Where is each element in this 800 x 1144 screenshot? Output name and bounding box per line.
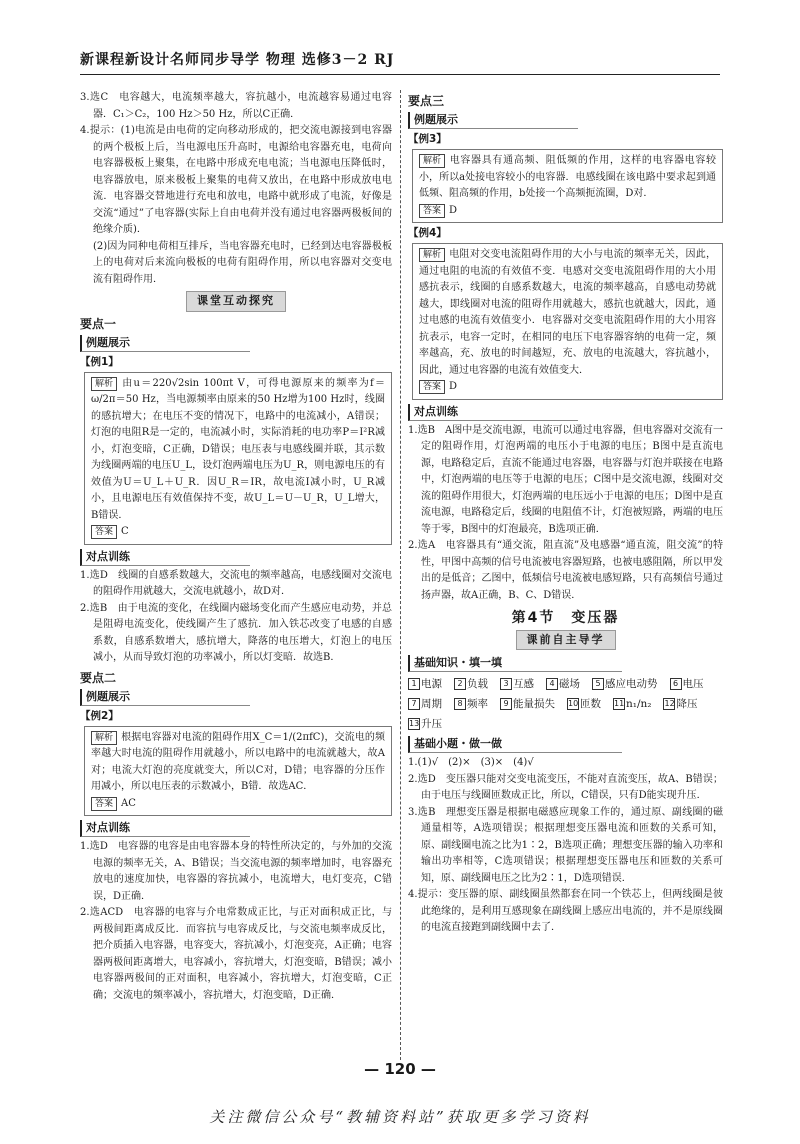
fill-number: 2 xyxy=(454,678,466,690)
subheading-row xyxy=(408,653,723,674)
subheading: 例题展示 xyxy=(80,335,250,352)
fill-item xyxy=(500,674,534,694)
solution-line xyxy=(91,796,385,813)
solution-line xyxy=(419,379,716,396)
answer-paragraph: 3.选B 理想变压器是根据电磁感应现象工作的，通过原、副线圈的磁通量相等，A选项错误；根据理想变压器电流和匝数的关系可知，原、副线圈电流之比为1∶2，B选项正确；理想变压器的输入功率和输出功率相等，C选项错误；根据理想变压器电压和匝数的关系可知，原、副线圈电压之比为2∶1，D选项错误． xyxy=(408,806,723,884)
subheading-row xyxy=(80,333,392,354)
fill-answer: n₁/n₂ xyxy=(626,698,652,710)
answer-paragraph: 3.选C 电容越大，电流频率越大，容抗越小，电流越容易通过电容器．C₁＞C₂，100 Hz＞50 Hz，所以C正确． xyxy=(80,92,392,120)
fill-item xyxy=(592,674,658,694)
fill-item xyxy=(663,694,697,714)
solution-text: AC xyxy=(121,797,136,809)
section-title: 第4节 变压器 xyxy=(511,610,620,626)
fill-item xyxy=(567,694,601,714)
banner-text: 课堂互动探究 xyxy=(186,291,286,312)
fill-number: 4 xyxy=(546,678,558,690)
answer-paragraph: 1.选B A图中是交流电源，电流可以通过电容器，但电容器对交流有一定的阻碍作用，灯泡两端的电压小于电源的电压；B图中是直流电源，电路稳定后，直流不能通过电容器，电容器与灯泡并联接在电路中，灯泡两端的电压等于电源的电压；C图中是交流电源，线圈对交流的阻碍作用很大，灯泡两端的电压远小于电源的电压；D图中是直流电源，电路稳定后，线圈的电阻值不计，灯泡被短路，两端的电压等于零，B图中的灯泡最亮，B选项正确． xyxy=(408,424,723,535)
fill-number: 11 xyxy=(614,699,625,708)
fill-answer: 电源 xyxy=(421,678,442,690)
fill-answer: 降压 xyxy=(676,698,698,710)
banner-text: 课前自主导学 xyxy=(516,630,616,651)
subheading: 对点训练 xyxy=(408,404,578,421)
answer-paragraph: 4.提示：变压器的原、副线圈虽然都套在同一个铁芯上，但两线圈是彼此绝缘的，是利用互感现象在副线圈上感应出电流的，并不是原线圈的电流直接跑到副线圈中去了． xyxy=(408,889,723,933)
answer-paragraph: 1.选D 电容器的电容是由电容器本身的特性所决定的，与外加的交流电源的频率无关，A、B错误；当交流电源的频率增加时，电容器充放电的速度加快，电容器的容抗减小，电流增大，电灯变亮，C错误，D正确． xyxy=(80,841,392,902)
right-column xyxy=(408,90,723,937)
solution-tag: 解析 xyxy=(419,248,445,262)
header-title: 新课程新设计名师同步导学 物理 选修3－2 RJ xyxy=(80,52,395,68)
subheading: 例题展示 xyxy=(80,689,250,706)
solution-line xyxy=(419,153,716,203)
subheading-row xyxy=(408,734,723,755)
footer-note: 关注微信公众号“教辅资料站”获取更多学习资料 xyxy=(209,1108,591,1126)
fill-number: 6 xyxy=(670,678,682,690)
fill-answer: 互感 xyxy=(513,678,534,690)
fill-number: 3 xyxy=(500,678,512,690)
solution-line xyxy=(419,203,716,220)
fill-item xyxy=(670,674,704,694)
fill-item xyxy=(613,694,651,714)
fill-answer: 周期 xyxy=(421,698,442,710)
fill-number: 13 xyxy=(409,719,420,728)
fill-answer: 负载 xyxy=(467,678,488,690)
fill-number: 10 xyxy=(568,699,579,708)
solution-line xyxy=(91,524,385,541)
subheading-row xyxy=(80,818,392,839)
section-heading: 要点一 xyxy=(80,316,117,331)
fill-answer: 磁场 xyxy=(559,678,580,690)
solution-text: C xyxy=(121,526,129,537)
solution-tag: 答案 xyxy=(91,525,117,539)
fill-item xyxy=(408,694,442,714)
left-column xyxy=(80,90,392,1004)
solution-text: D xyxy=(449,381,458,392)
answer-paragraph: 2.选D 变压器只能对交变电流变压，不能对直流变压，故A、B错误；由于电压与线圈匝数成正比，所以，C错误，只有D能实现升压． xyxy=(408,773,723,801)
solution-text: D xyxy=(449,204,458,216)
answer-paragraph: 2.选B 由于电流的变化，在线圈内磁场变化而产生感应电动势，并总是阻碍电流变化，使线圈产生了感抗．加入铁芯改变了电感的自感系数，自感系数增大，感抗增大，降落的电压增大，灯泡上的电压减小，从而导致灯泡的功率减小，所以灯变暗．故选B． xyxy=(80,602,392,663)
solution-line xyxy=(91,376,385,525)
fill-answer: 能量损失 xyxy=(513,698,555,710)
subheading-row xyxy=(80,547,392,568)
solution-text: 电阻对交变电流阻碍作用的大小与电流的频率无关，因此，通过电阻的电流的有效值不变．电感对交变电流阻碍作用的大小用感抗表示，线圈的自感系数越大，电流的频率越高，自感电动势就越大，即线圈对电流的阻碍作用就越大，感抗也就越大，因此，通过电感的电流有效值变小．电容器对交变电流阻碍作用的大小用容抗表示，电容一定时，在相同的电压下电容器容纳的电荷一定，频率越高，充、放电的时间越短，充、放电的电流越大，容抗越小，因此，通过电容器的电流有效值变大． xyxy=(419,249,716,376)
solution-tag: 答案 xyxy=(91,797,117,811)
answer-paragraph: 2.选ACD 电容器的电容与介电常数成正比，与正对面积成正比，与两极间距离成反比．而容抗与电容成反比，与交流电频率成反比，把介质插入电容器，电容变大，容抗减小，灯泡变亮，A正确；电容器两极间距离增大，电容减小，容抗增大，灯泡变暗，B错误；减小电容器两极间的正对面积，电容减小，容抗增大，灯泡变暗，C正确；交流电的频率减小，容抗增大，灯泡变暗，D正确． xyxy=(80,907,392,1001)
fill-in-answers xyxy=(408,674,723,734)
fill-answer: 感应电动势 xyxy=(605,678,658,690)
page-number: — 120 — xyxy=(364,1060,436,1078)
answer-paragraph: 1.选D 线圈的自感系数越大，交流电的频率越高，电感线圈对交流电的阻碍作用就越大，交流电就越小，故D对． xyxy=(80,569,392,597)
answer-paragraph: 2.选A 电容器具有“通交流，阻直流”及电感器“通直流，阻交流”的特性，甲图中高频的信号电流被电容器短路，也被电感阻隔，所以甲发出的是低音；乙图中，低频信号电流被电感短路，只有高频信号通过扬声器，故A正确，B、C、D错误． xyxy=(408,540,723,601)
fill-answer: 匝数 xyxy=(580,698,601,710)
solution-line xyxy=(419,247,716,379)
fill-number: 7 xyxy=(408,698,420,710)
page-header xyxy=(80,46,720,75)
fill-number: 9 xyxy=(500,698,512,710)
solution-text: 根据电容器对电流的阻碍作用X_C＝1/(2πfC)，交流电的频率越大时电流的阻碍作用就越小，所以电路中的电流就越大，故A对；电流大灯泡的亮度就变大，所以C对，D错；电容器的分压作用减小，所以电压表的示数减小，B错．故选AC． xyxy=(91,731,385,792)
section-heading: 要点三 xyxy=(408,94,445,108)
subheading-row xyxy=(408,402,723,423)
section-heading: 要点二 xyxy=(80,670,117,685)
solution-tag: 解析 xyxy=(91,377,117,391)
section-banner xyxy=(408,630,723,651)
fill-item xyxy=(408,714,442,734)
answer-paragraph: (2)因为同种电荷相互排斥，当电容器充电时，已经到达电容器极板上的电荷对后来流向极板的电荷有阻碍作用，所以电容器对交变电流有阻碍作用． xyxy=(93,240,392,285)
fill-item xyxy=(546,674,580,694)
fill-number: 8 xyxy=(454,698,466,710)
fill-answer: 升压 xyxy=(421,718,442,730)
example-label: 【例4】 xyxy=(408,227,447,239)
subheading: 对点训练 xyxy=(80,549,250,566)
fill-number: 5 xyxy=(592,678,604,690)
solution-tag: 答案 xyxy=(419,380,445,394)
fill-item xyxy=(454,694,488,714)
example-label: 【例3】 xyxy=(408,133,447,145)
section-banner xyxy=(80,291,392,312)
solution-box xyxy=(84,726,392,817)
fill-number: 12 xyxy=(664,699,675,708)
solution-box xyxy=(412,149,723,223)
answer-paragraph: 1.(1)√ (2)× (3)× (4)√ xyxy=(408,757,534,768)
subheading-row xyxy=(80,687,392,708)
subheading-row xyxy=(408,110,723,131)
fill-item xyxy=(408,674,442,694)
solution-tag: 解析 xyxy=(419,154,445,168)
fill-item xyxy=(500,694,555,714)
subheading: 基础知识・填一填 xyxy=(408,655,622,672)
fill-answer: 电压 xyxy=(682,678,704,690)
example-label: 【例2】 xyxy=(80,709,119,722)
subheading: 基础小题・做一做 xyxy=(408,736,622,753)
solution-line xyxy=(91,730,385,796)
subheading: 对点训练 xyxy=(80,820,250,837)
subheading: 例题展示 xyxy=(408,112,578,129)
solution-text: 由u＝220√2sin 100πt V，可得电源原来的频率为f＝ω/2π＝50 Hz，当电源频率由原来的50 Hz增为100 Hz时，线圈的感抗增大；在电压不变的情况下，电路中的电流减小，A错误；灯泡的电阻R是一定的，电流减小时，实际消耗的电功率P＝I²R减小，灯泡变暗，C正确，D错误；电压表与电感线圈并联，其示数为线圈两端的电压U_L，设灯泡两端电压为U_R，则电源电压的有效值为U＝U_L＋U_R．因U_R＝IR，故电流I减小时，U_R减小，且电源电压有效值保持不变，故U_L＝U－U_R，U_L增大，B错误． xyxy=(91,377,385,521)
example-label: 【例1】 xyxy=(80,355,119,368)
solution-box xyxy=(84,372,392,545)
fill-item xyxy=(454,674,488,694)
solution-tag: 答案 xyxy=(419,204,445,218)
fill-answer: 频率 xyxy=(467,698,488,710)
solution-tag: 解析 xyxy=(91,731,117,745)
solution-text: 电容器具有通高频、阻低频的作用，这样的电容器电容较小，所以a处接电容较小的电容器．电感线圈在该电路中要求起到通低频、阻高频的作用，b处接一个高频扼流圈，D对． xyxy=(419,155,716,199)
answer-paragraph: 4.提示：(1)电流是由电荷的定向移动形成的，把交流电源接到电容器的两个极板上后，当电源电压升高时，电源给电容器充电，电荷向电容器极板上聚集，在电路中形成充电电流；当电源电压降低时，电容器放电，原来极板上聚集的电荷又放出，在电路中形成放电电流．电容器交替地进行充电和放电，电路中就形成了电流，好像是交流“通过”了电容器(实际上自由电荷并没有通过电容器两极板间的绝缘介质)． xyxy=(80,125,392,235)
fill-number: 1 xyxy=(408,678,420,690)
column-divider xyxy=(400,90,401,1060)
solution-box xyxy=(412,243,723,400)
